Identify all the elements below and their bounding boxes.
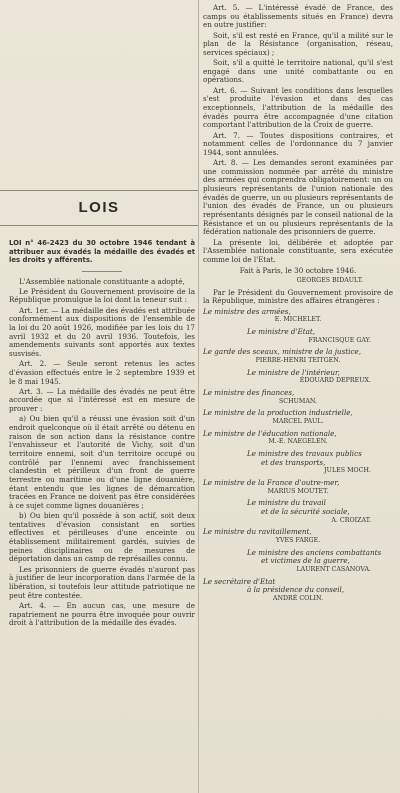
minister-title: Le ministre du ravitaillement, bbox=[203, 527, 312, 537]
article-4: Art. 4. — En aucun cas, une mesure de rapatriement ne pourra être invoquée pour ouvrir droit à l'attribution de la médaille des évadés. bbox=[9, 600, 195, 628]
minister-block bbox=[203, 328, 393, 345]
section-rule-bottom bbox=[0, 225, 198, 226]
minister-block bbox=[203, 430, 393, 447]
minister-block bbox=[203, 369, 393, 386]
minister-title: Le ministre de l'intérieur, bbox=[247, 367, 340, 377]
minister-block bbox=[203, 409, 393, 426]
minister-block bbox=[203, 348, 393, 365]
date-line: Fait à Paris, le 30 octobre 1946. bbox=[239, 265, 357, 275]
minister-block bbox=[203, 578, 393, 604]
section-rule-top bbox=[0, 190, 198, 191]
right-column bbox=[203, 4, 393, 607]
minister-title: Le ministre des armées, bbox=[203, 306, 291, 316]
preamble-2: Le Président du Gouvernement provisoire de la République promulgue la loi dont la teneur suit : bbox=[9, 286, 195, 305]
minister-name: E. MICHELET. bbox=[274, 316, 322, 324]
left-column bbox=[9, 239, 195, 629]
article-3b: b) Ou bien qu'il possède à son actif, soit deux tentatives d'évasion consistant en sorties effectives et périlleuses d'une enceinte ou établissement militairement gardés, suivies de peines disciplinaires ou de mesures de déportation dans un camp de représailles connu. bbox=[9, 511, 195, 564]
column-divider bbox=[198, 0, 199, 793]
president-signature: GEORGES BIDAULT. bbox=[296, 276, 363, 284]
minister-block bbox=[203, 499, 393, 525]
minister-title: et de la sécurité sociale, bbox=[261, 506, 350, 516]
article-1: Art. 1er. — La médaille des évadés est attribuée conformément aux dispositions de l'ensemble de la loi du 20 août 1926, modifiée par les lois du 17 avril 1932 et du 20 avril 1936. Toutefois, les amendements suivants sont apportés aux textes susvisés. bbox=[9, 305, 195, 358]
article-3a: a) Ou bien qu'il a réussi une évasion soit d'un endroit quelconque où il était arrêté ou détenu en raison de son action dans la résistance contre l'envahisseur et l'autorité de Vichy, soit d'un territoire ennemi, soit d'un territoire occupé ou contrôlé par l'ennemi avec franchissement clandestin et périlleux d'un front de guerre terrestre ou maritime ou d'une ligne douanière, étant entendu que les lignes de démarcation tracées en France ne doivent pas être considérées à ce sujet comme lignes douanières ; bbox=[9, 414, 195, 510]
minister-title: Le garde des sceaux, ministre de la justice, bbox=[203, 347, 362, 357]
minister-title: Le ministre de l'éducation nationale, bbox=[203, 428, 337, 438]
minister-block bbox=[203, 528, 393, 545]
title-separator bbox=[82, 271, 122, 272]
minister-block bbox=[203, 308, 393, 325]
minister-title: Le ministre des travaux publics bbox=[247, 449, 362, 458]
section-heading: LOIS bbox=[78, 199, 120, 216]
ministers-signatures bbox=[203, 308, 393, 604]
minister-name: MARIUS MOUTET. bbox=[267, 487, 329, 495]
minister-name: SCHUMAN. bbox=[278, 397, 318, 405]
minister-block bbox=[203, 479, 393, 496]
article-5: Art. 5. — L'intéressé évadé de France, des camps ou établissements situés en France) devra en outre justifier: bbox=[203, 3, 393, 30]
minister-block bbox=[203, 389, 393, 406]
minister-name: ÉDOUARD DEPREUX. bbox=[299, 377, 371, 385]
minister-block bbox=[203, 450, 393, 476]
article-6: Art. 6. — Suivant les conditions dans lesquelles s'est produite l'évasion et dans des cas exceptionnels, l'attribution de la médaille des évadés pourra être accompagnée d'une citation comportant l'attribution de la Croix de guerre. bbox=[203, 85, 393, 130]
minister-name: PIERRE-HENRI TEITGEN. bbox=[255, 357, 341, 365]
minister-name: FRANCISQUE GAY. bbox=[308, 336, 371, 344]
article-2: Art. 2. — Seule seront retenus les actes d'évasion effectués entre le 2 septembre 1939 et le 8 mai 1945. bbox=[9, 359, 195, 386]
preamble-1: L'Assemblée nationale constituante a adopté, bbox=[19, 276, 185, 286]
minister-title: Le ministre d'Etat, bbox=[247, 327, 316, 337]
minister-name: M.-E. NAEGELEN. bbox=[268, 438, 328, 446]
minister-name: ANDRÉ COLIN. bbox=[272, 594, 324, 602]
minister-title: Le ministre du travail bbox=[247, 498, 326, 508]
article-7: Art. 7. — Toutes dispositions contraires, et notamment celles de l'ordonnance du 7 janvier 1944, sont annulées. bbox=[203, 130, 393, 157]
article-3: Art. 3. — La médaille des évadés ne peut être accordée que si l'intéressé est en mesure de prouver : bbox=[9, 386, 195, 414]
minister-title: Le secrétaire d'Etat bbox=[203, 576, 276, 586]
article-5-b: Soit, s'il a quitté le territoire national, qu'il s'est engagé dans une unité combattante ou en opérations. bbox=[203, 58, 393, 85]
minister-name: YVES FARGE. bbox=[275, 536, 321, 544]
article-8: Art. 8. — Les demandes seront examinées par une commission nommée par arrêté du ministre des armées qui comprendra obligatoirement: un ou plusieurs représentants de l'union nationale des évadés de guerre, un ou plusieurs représentants de l'union des évadés de France, un ou plusieurs représentants désignés par le conseil national de la Résistance et un ou plusieurs représentants de la fédération nationale des prisonniers de guerre. bbox=[203, 158, 393, 237]
enactment-clause: La présente loi, délibérée et adoptée par l'Assemblée nationale constituante, sera exécutée comme loi de l'Etat. bbox=[203, 237, 393, 264]
minister-title: Le ministre des anciens combattants bbox=[247, 547, 382, 557]
by-president-line: Par le Président du Gouvernement provisoire de la République, ministre des affaires étrangères : bbox=[203, 287, 393, 306]
minister-title: Le ministre des finances, bbox=[203, 388, 295, 398]
article-5-a: Soit, s'il est resté en France, qu'il a milité sur le plan de la Résistance (organisation, réseau, services spéciaux) ; bbox=[203, 30, 393, 57]
minister-name: MARCEL PAUL. bbox=[272, 418, 324, 426]
article-3-note: Les prisonniers de guerre évadés n'auront pas à justifier de leur incorporation dans l'armée de la libération, si toutefois leur attitude patriotique ne peut être contestée. bbox=[9, 564, 195, 600]
minister-name: JULES MOCH. bbox=[324, 467, 371, 475]
minister-title: Le ministre de la France d'outre-mer, bbox=[203, 477, 340, 487]
minister-title: et victimes de la guerre, bbox=[261, 556, 350, 566]
minister-title: et des transports, bbox=[261, 457, 326, 467]
minister-name: LAURENT CASANOVA. bbox=[296, 565, 371, 573]
law-title: LOI n° 46-2423 du 30 octobre 1946 tendant à attribuer aux évadés la médaille des évadés et les droits y afférents. bbox=[9, 239, 195, 264]
minister-title: à la présidence du conseil, bbox=[247, 585, 345, 595]
minister-name: A. CROIZAT. bbox=[331, 516, 371, 524]
minister-title: Le ministre de la production industrielle, bbox=[203, 408, 353, 418]
minister-block bbox=[203, 549, 393, 575]
